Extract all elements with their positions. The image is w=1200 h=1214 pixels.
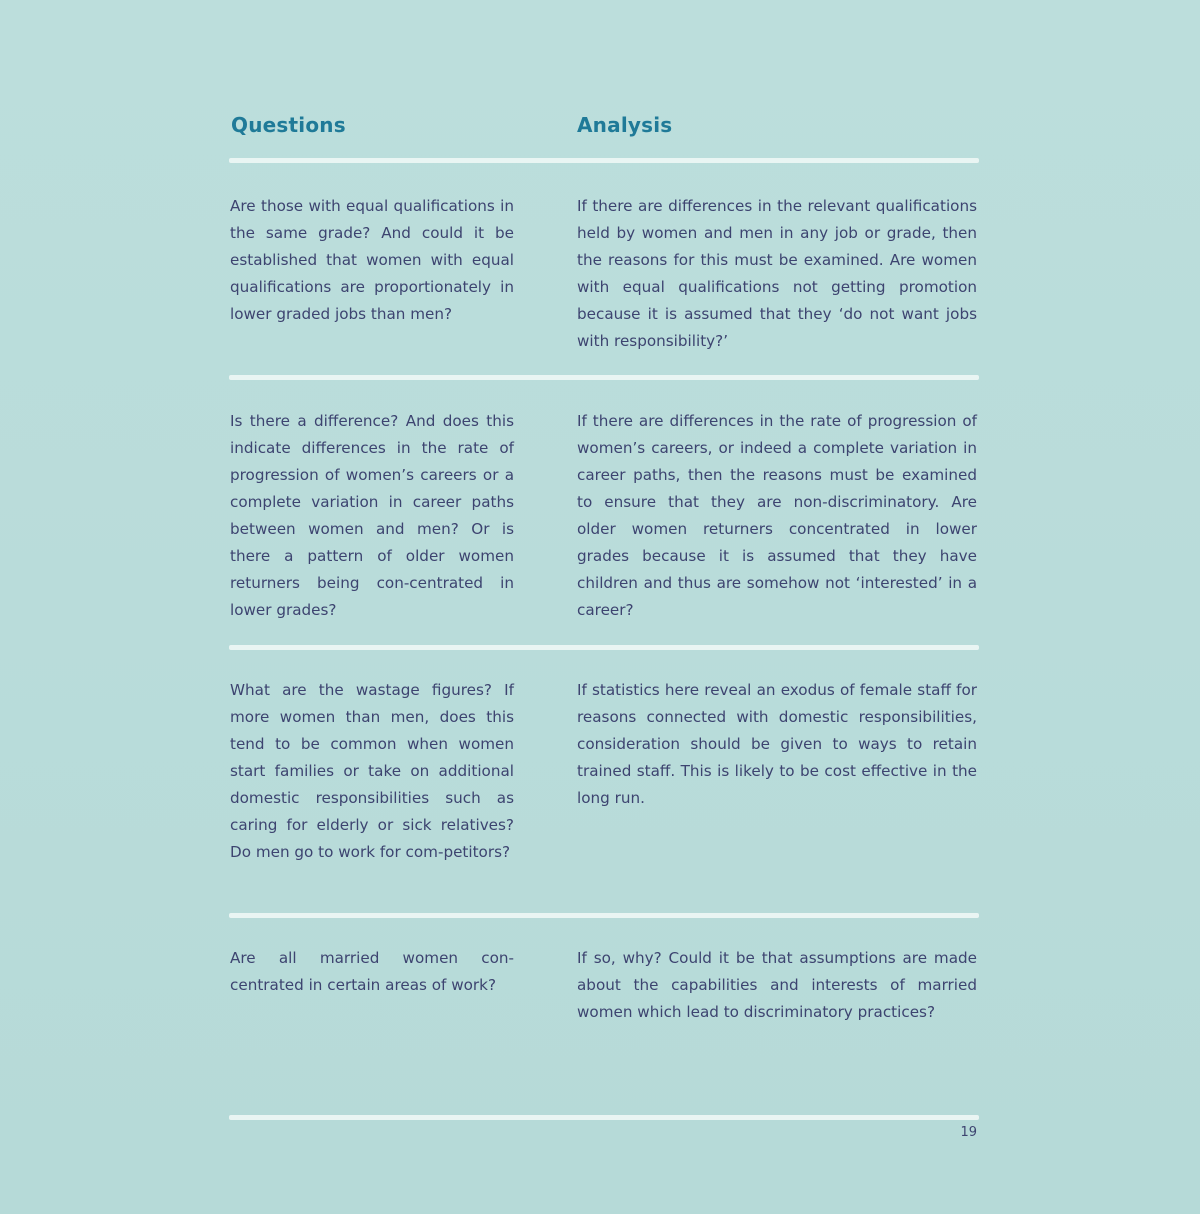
question-text: Are those with equal qualifications in the same grade? And could it be established that women with equal qualifications are proportionately in lower graded jobs than men? (230, 197, 514, 323)
analysis-text: If statistics here reveal an exodus of female staff for reasons connected with domestic responsibilities, consideration should be given to ways to retain trained staff. This is likely to be cost effective in the long run. (577, 681, 977, 807)
analysis-text: If so, why? Could it be that assumptions are made about the capabilities and interests of married women which lead to discriminatory practices? (577, 949, 977, 1021)
analysis-heading: Analysis (577, 113, 673, 137)
question-text: Are all married women con-centrated in certain areas of work? (230, 949, 514, 994)
questions-heading: Questions (231, 113, 346, 137)
page-number: 19 (960, 1125, 977, 1140)
header-divider (229, 158, 979, 163)
question-text: Is there a difference? And does this indicate differences in the rate of progression of women’s careers or a complete variation in career paths between women and men? Or is there a pattern of older women returners being con-centrated in lower grades? (230, 412, 514, 619)
row-divider (229, 645, 979, 650)
row-divider (229, 375, 979, 380)
analysis-text: If there are differences in the rate of progression of women’s careers, or indeed a complete variation in career paths, then the reasons must be examined to ensure that they are non-discriminatory. Are older women returners concentrated in lower grades because it is assumed that they have children and thus are somehow not ‘interested’ in a career? (577, 412, 977, 619)
analysis-text: If there are differences in the relevant qualifications held by women and men in any job or grade, then the reasons for this must be examined. Are women with equal qualifications not getting promotion because it is assumed that they ‘do not want jobs with responsibility?’ (577, 197, 977, 350)
row-divider (229, 913, 979, 918)
footer-divider (229, 1115, 979, 1120)
question-text: What are the wastage figures? If more women than men, does this tend to be common when women start families or take on additional domestic responsibilities such as caring for elderly or sick relatives? Do men go to work for com-petitors? (230, 681, 514, 861)
